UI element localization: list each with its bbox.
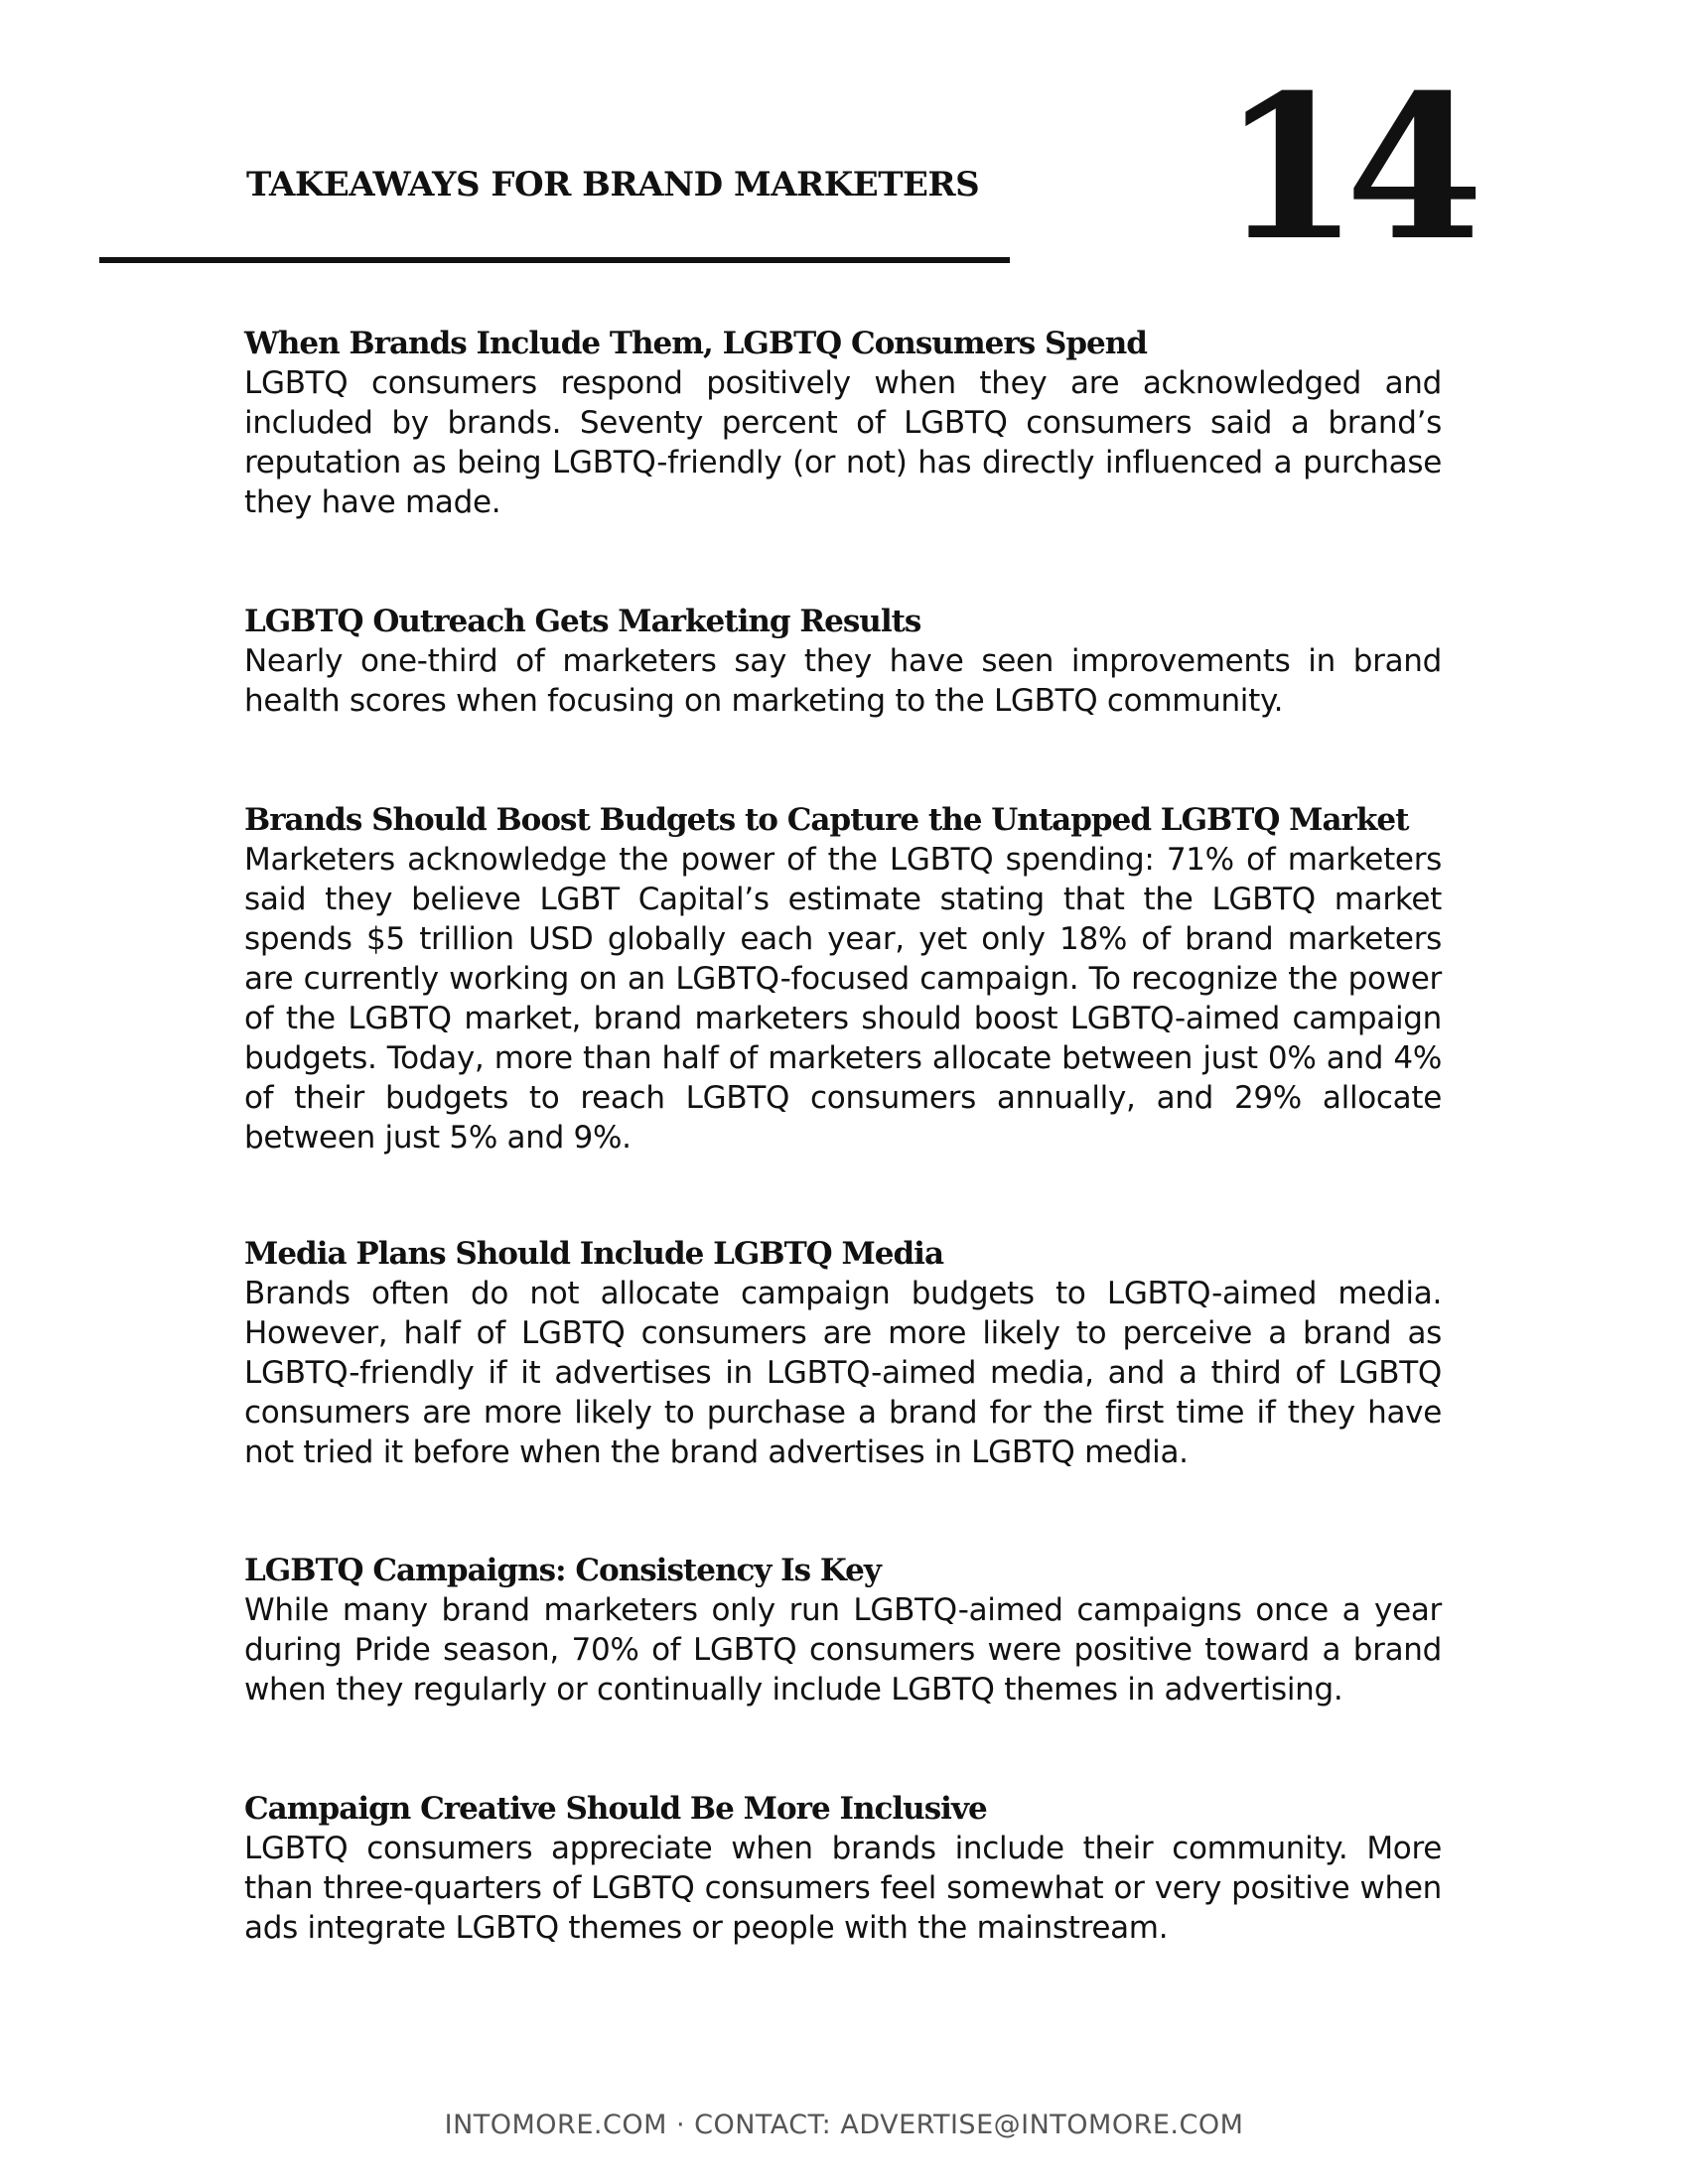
section-heading: When Brands Include Them, LGBTQ Consumers Spend bbox=[244, 326, 1147, 361]
section-body: Nearly one-third of marketers say they have seen improvements in brand health scores when focusing on marketing to the LGBTQ community. bbox=[244, 643, 1442, 719]
section-heading: LGBTQ Campaigns: Consistency Is Key bbox=[244, 1553, 881, 1588]
section-heading: Campaign Creative Should Be More Inclusive bbox=[244, 1791, 987, 1827]
takeaway-section bbox=[244, 1551, 1442, 1709]
page-number: 14 bbox=[1221, 52, 1471, 285]
section-body: While many brand marketers only run LGBTQ-aimed campaigns once a year during Pride season, 70% of LGBTQ consumers were positive toward a brand when they regularly or continually include LGBTQ themes in advertising. bbox=[244, 1592, 1442, 1707]
section-body: Brands often do not allocate campaign budgets to LGBTQ-aimed media. However, half of LGBTQ consumers are more likely to perceive a brand as LGBTQ-friendly if it advertises in LGBTQ-aimed media, and a third of LGBTQ consumers are more likely to purchase a brand for the first time if they have not tried it before when the brand advertises in LGBTQ media. bbox=[244, 1276, 1442, 1470]
takeaway-section bbox=[244, 602, 1442, 721]
takeaway-section bbox=[244, 1234, 1442, 1472]
section-heading: LGBTQ Outreach Gets Marketing Results bbox=[244, 604, 921, 639]
section-heading: Brands Should Boost Budgets to Capture the Untapped LGBTQ Market bbox=[244, 802, 1409, 838]
takeaway-section bbox=[244, 800, 1442, 1158]
page-title: TAKEAWAYS FOR BRAND MARKETERS bbox=[246, 165, 980, 205]
section-body: LGBTQ consumers respond positively when they are acknowledged and included by brands. Seventy percent of LGBTQ consumers said a brand’s reputation as being LGBTQ-friendly (or not) has directly influenced a purchase they have made. bbox=[244, 365, 1442, 520]
section-body: LGBTQ consumers appreciate when brands include their community. More than three-quarters of LGBTQ consumers feel somewhat or very positive when ads integrate LGBTQ themes or people with the mainstream. bbox=[244, 1831, 1442, 1946]
section-body: Marketers acknowledge the power of the LGBTQ spending: 71% of marketers said they believe LGBT Capital’s estimate stating that the LGBTQ market spends $5 trillion USD globally each year, yet only 18% of brand marketers are currently working on an LGBTQ-focused campaign. To recognize the power of the LGBTQ market, brand marketers should boost LGBTQ-aimed campaign budgets. Today, more than half of marketers allocate between just 0% and 4% of their budgets to reach LGBTQ consumers annually, and 29% allocate between just 5% and 9%. bbox=[244, 842, 1442, 1156]
header-divider bbox=[99, 257, 1010, 263]
takeaway-section bbox=[244, 1789, 1442, 1948]
section-heading: Media Plans Should Include LGBTQ Media bbox=[244, 1236, 944, 1272]
footer-contact: INTOMORE.COM · CONTACT: ADVERTISE@INTOMORE.COM bbox=[444, 2110, 1244, 2140]
takeaway-section bbox=[244, 324, 1442, 522]
